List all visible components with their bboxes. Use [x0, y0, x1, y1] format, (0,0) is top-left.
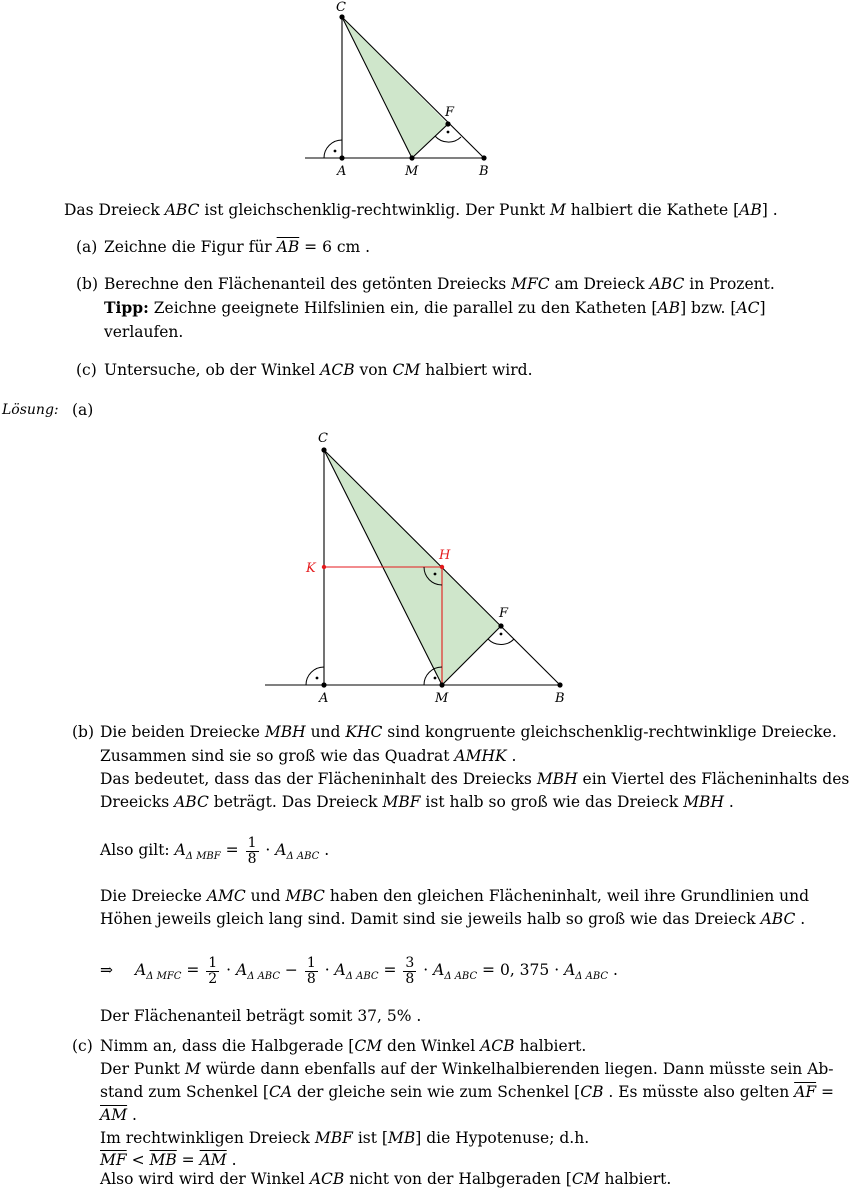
- label-c: C: [336, 0, 346, 15]
- label-h-2: H: [439, 548, 451, 563]
- point-a-2: [321, 682, 326, 687]
- solution-b-line3: Das bedeutet, dass das der Flächeninhalt des Dreiecks MBH ein Viertel des Flächeninhalts des: [100, 770, 849, 788]
- equation-1: Also gilt: $A_{\Delta MBF}$ = $\frac{1}{8}$ · $A_{\Delta ABC}$ .: [100, 834, 330, 867]
- label-a: A: [337, 164, 347, 179]
- solution-b-marker: (b): [72, 723, 95, 741]
- task-a-text: Zeichne die Figur für $\overline{AB} = 6$ cm .: [104, 238, 371, 256]
- solution-c-line6: $\overline{MF} < \overline{MB} = \overline{AM}$ .: [100, 1151, 237, 1169]
- shaded-triangle-mfc: [342, 17, 448, 158]
- solution-c-line2: Der Punkt M würde dann ebenfalls auf der Winkelhalbierenden liegen. Dann müsste sein Ab-: [100, 1060, 834, 1078]
- point-k-2: [322, 565, 326, 569]
- right-angle-f: [435, 136, 461, 142]
- task-b-marker: (b): [76, 275, 99, 293]
- point-b-2: [557, 682, 562, 687]
- solution-b-line4: Dreeicks ABC beträgt. Das Dreieck MBF ist halb so groß wie das Dreieck MBH .: [100, 793, 734, 811]
- task-a-marker: (a): [76, 238, 98, 256]
- solution-b-line5: Die Dreiecke AMC und MBC haben den gleichen Flächeninhalt, weil ihre Grundlinien und: [100, 887, 810, 905]
- solution-c-line5: Im rechtwinkligen Dreieck MBF ist [MB] die Hypotenuse; d.h.: [100, 1129, 590, 1147]
- point-c-2: [321, 447, 326, 452]
- task-b-line2: Tipp: Zeichne geeignete Hilfslinien ein, die parallel zu den Katheten [AB] bzw. [AC]: [104, 298, 766, 317]
- label-b-2: B: [555, 691, 565, 706]
- label-m: M: [405, 164, 419, 179]
- point-f: [445, 121, 450, 126]
- equation-2: ⇒ $A_{\Delta MFC}$ = $\frac{1}{2}$ · $A_{\Delta ABC}$ − $\frac{1}{8}$ · $A_{\Delta ABC}$ = $\frac{3}{8}$ · $A_{\Delta ABC} = 0$, $375 \cdot A_{\Delta ABC}$ .: [100, 954, 618, 987]
- solution-c-line3: stand zum Schenkel [CA der gleiche sein wie zum Schenkel [CB . Es müsste also gelten $\overline{AF}$ =: [100, 1083, 834, 1101]
- point-f-2: [498, 623, 503, 628]
- point-b: [481, 155, 486, 160]
- task-c-text: Untersuche, ob der Winkel ACB von CM halbiert wird.: [104, 361, 533, 379]
- label-b: B: [479, 164, 489, 179]
- right-angle-a: [324, 140, 342, 158]
- point-c: [339, 14, 344, 19]
- label-k-2: K: [306, 561, 316, 576]
- solution-c-line4: $\overline{AM}$ .: [100, 1106, 137, 1124]
- task-b-line3: verlaufen.: [104, 323, 184, 341]
- point-m: [409, 155, 414, 160]
- figure-1: [0, 0, 733, 185]
- solution-a-marker: (a): [72, 401, 94, 419]
- solution-c-line7: Also wird wird der Winkel ACB nicht von der Halbgeraden [CM halbiert.: [100, 1170, 672, 1188]
- point-a: [339, 155, 344, 160]
- intro-text: Das Dreieck ABC ist gleichschenklig-rechtwinklig. Der Punkt M halbiert die Kathete [AB] .: [64, 201, 778, 219]
- label-f-2: F: [499, 606, 509, 621]
- task-c-marker: (c): [76, 361, 97, 379]
- right-angle-a-2: [306, 667, 324, 685]
- solution-b-line2: Zusammen sind sie so groß wie das Quadrat AMHK .: [100, 747, 517, 765]
- point-h-2: [440, 565, 444, 569]
- label-c-2: C: [318, 431, 328, 446]
- figure-2: [0, 425, 733, 710]
- solution-b-line6: Höhen jeweils gleich lang sind. Damit sind sie jeweils halb so groß wie das Dreieck ABC .: [100, 910, 806, 928]
- solution-c-marker: (c): [72, 1037, 93, 1055]
- solution-b-result: Der Flächenanteil beträgt somit 37, 5% .: [100, 1007, 422, 1025]
- solution-c-line1: Nimm an, dass die Halbgerade [CM den Winkel ACB halbiert.: [100, 1037, 587, 1055]
- task-b-line1: Berechne den Flächenanteil des getönten Dreiecks MFC am Dreieck ABC in Prozent.: [104, 275, 775, 293]
- label-f: F: [445, 105, 455, 120]
- point-m-2: [439, 682, 444, 687]
- right-angle-f-2: [488, 639, 514, 645]
- label-m-2: M: [435, 691, 449, 706]
- label-a-2: A: [319, 691, 329, 706]
- solution-b-line1: Die beiden Dreiecke MBH und KHC sind kongruente gleichschenklig-rechtwinklige Dreiecke.: [100, 723, 837, 741]
- solution-label: Lösung:: [2, 402, 59, 418]
